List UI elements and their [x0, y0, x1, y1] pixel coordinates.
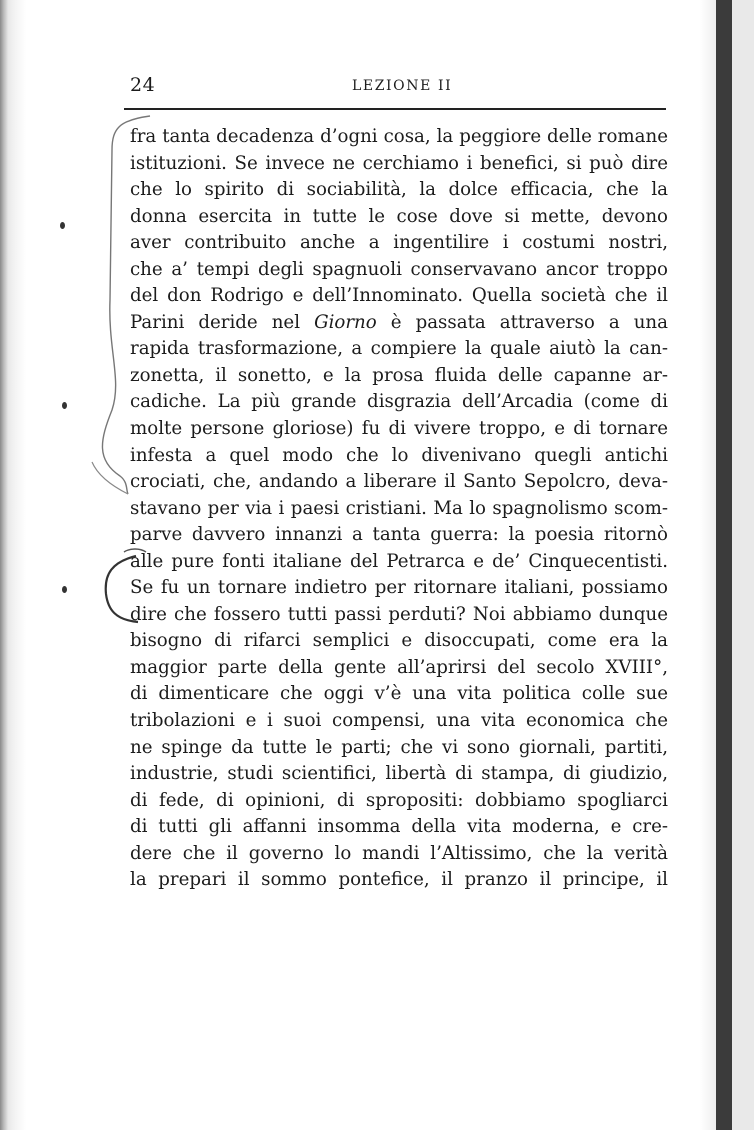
text-line: istituzioni. Se invece ne cerchiamo i benefici, si può dire [130, 152, 668, 174]
text-line: molte persone gloriose) fu di vivere troppo, e di tornare [130, 418, 668, 440]
text-line: alle pure fonti italiane del Petrarca e de’ Cinquecentisti. [130, 550, 668, 572]
text-line: fra tanta decadenza d’ogni cosa, la peggiore delle romane [130, 126, 668, 147]
text-line: infesta a quel modo che lo divenivano quegli antichi [130, 444, 668, 466]
text-line: industrie, studi scientifici, libertà di stampa, di giudizio, [130, 763, 668, 785]
body-text [130, 124, 668, 894]
margin-dot [62, 586, 67, 593]
pencil-bracket-tail [92, 462, 128, 494]
text-line: zonetta, il sonetto, e la prosa fluida delle capanne ar- [130, 364, 668, 386]
text-segment: Parini deride nel [130, 311, 315, 333]
text-line: maggior parte della gente all’aprirsi del secolo XVIII°, [130, 656, 668, 678]
text-line: donna esercita in tutte le cose dove si mette, devono [130, 205, 668, 227]
text-line: che a’ tempi degli spagnuoli conservavano ancor troppo [130, 258, 668, 280]
page-number: 24 [130, 74, 156, 96]
binding-edge [0, 0, 8, 1130]
text-line: dere che il governo lo mandi l’Altissimo, che la verità [130, 842, 668, 864]
text-line: dire che fossero tutti passi perduti? Noi abbiamo dunque [130, 603, 668, 625]
text-line: di dimenticare che oggi v’è una vita politica colle sue [130, 683, 668, 705]
text-line: del don Rodrigo e dell’Innominato. Quella società che il [130, 285, 668, 307]
text-segment: è passata attraverso a una [376, 311, 668, 333]
running-header [118, 74, 666, 102]
text-line: tribolazioni e i suoi compensi, una vita economica che [130, 710, 668, 732]
text-line: la prepari il sommo pontefice, il pranzo il principe, il [130, 869, 668, 891]
text-line: di tutti gli affanni insomma della vita moderna, e cre- [130, 816, 668, 838]
text-line: aver contribuito anche a ingentilire i costumi nostri, [130, 232, 668, 254]
text-line: parve davvero innanzi a tanta guerra: la poesia ritornò [130, 524, 668, 546]
margin-dot [60, 222, 65, 229]
text-line: Se fu un tornare indietro per ritornare italiani, possiamo [130, 577, 668, 599]
text-line-with-italic [130, 310, 668, 337]
header-rule [124, 108, 666, 110]
page-edge-shadow [716, 0, 732, 1130]
text-line: stavano per via i paesi cristiani. Ma lo spagnolismo scom- [130, 497, 668, 519]
text-line: crociati, che, andando a liberare il Santo Sepolcro, deva- [130, 471, 668, 493]
italic-title-giorno: Giorno [314, 311, 377, 333]
text-line: bisogno di rifarci semplici e disoccupati, come era la [130, 630, 668, 652]
page-edge-margin [732, 0, 754, 1130]
text-line: di fede, di opinioni, di spropositi: dobbiamo spogliarci [130, 789, 668, 811]
text-line: ne spinge da tutte le parti; che vi sono giornali, partiti, [130, 736, 668, 758]
margin-dot [62, 402, 67, 409]
text-line: rapida trasformazione, a compiere la quale aiutò la can- [130, 338, 668, 360]
running-title: LEZIONE II [352, 78, 453, 94]
text-line: cadiche. La più grande disgrazia dell’Arcadia (come di [130, 391, 668, 413]
text-line: che lo spirito di sociabilità, la dolce efficacia, che la [130, 179, 668, 201]
